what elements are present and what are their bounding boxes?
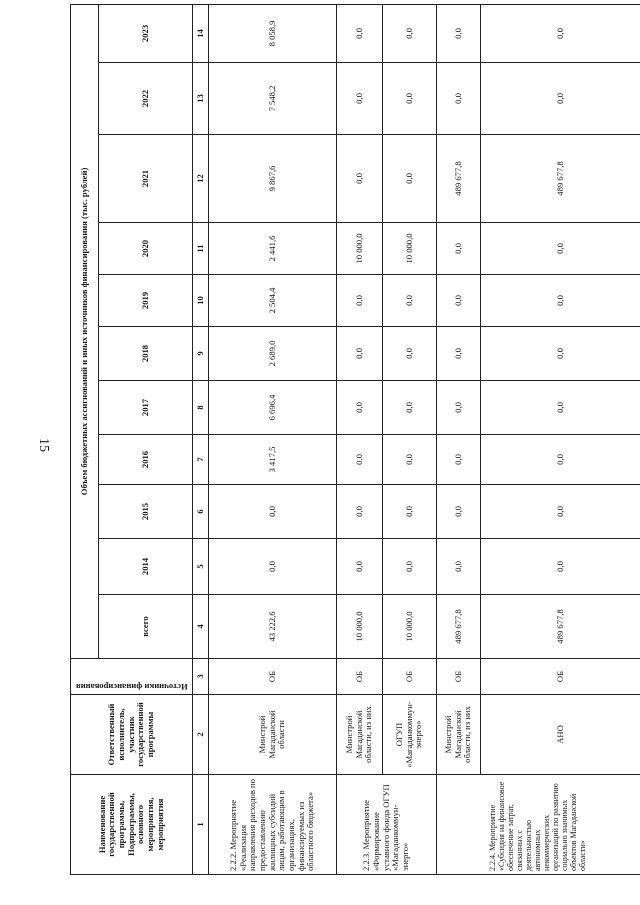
table-row (437, 4, 481, 874)
value-2014: 0,0 (481, 539, 640, 595)
value-2015: 0,0 (437, 485, 481, 539)
header-year: 2014 (99, 539, 193, 595)
header-column-number: 14 (193, 4, 209, 62)
value-2020: 0,0 (481, 223, 640, 275)
table-row (383, 4, 437, 874)
value-2023: 0,0 (337, 4, 383, 62)
header-year: 2021 (99, 135, 193, 223)
column-numbers-row (193, 4, 209, 874)
row-source: ОБ (481, 659, 640, 695)
value-2022: 0,0 (437, 63, 481, 135)
value-2017: 0,0 (437, 381, 481, 435)
header-column-number: 3 (193, 659, 209, 695)
value-2018: 0,0 (481, 327, 640, 381)
value-2017: 0,0 (337, 381, 383, 435)
row-responsible: АНО (481, 695, 640, 775)
value-2019: 0,0 (481, 275, 640, 327)
row-responsible: Минстрой Магаданской области (209, 695, 337, 775)
row-source: ОБ (437, 659, 481, 695)
value-2022: 0,0 (481, 63, 640, 135)
value-2020: 10 000,0 (383, 223, 437, 275)
table-row (481, 4, 640, 874)
value-2022: 7 548,2 (209, 63, 337, 135)
header-column-number: 2 (193, 695, 209, 775)
header-column-number: 11 (193, 223, 209, 275)
header-year: 2016 (99, 435, 193, 485)
value-2015: 0,0 (383, 485, 437, 539)
value-2015: 0,0 (337, 485, 383, 539)
table-row (337, 4, 383, 874)
value-2016: 0,0 (337, 435, 383, 485)
header-column-number: 6 (193, 485, 209, 539)
value-2017: 0,0 (383, 381, 437, 435)
value-2018: 2 689,0 (209, 327, 337, 381)
value-2021: 0,0 (337, 135, 383, 223)
value-2020: 0,0 (437, 223, 481, 275)
row-name: 2.2.4. Мероприятие «Субсидия на финансовое обеспечение затрат, связанных с деятельностью автономных некоммерческих организаций по развитию социально значимых объектов Магаданской области» (437, 775, 640, 875)
value-2018: 0,0 (383, 327, 437, 381)
value-2018: 0,0 (337, 327, 383, 381)
header-year: 2017 (99, 381, 193, 435)
header-name: Наименование государственной программы, Подпрограммы, основного мероприятия, мероприятия (71, 775, 193, 875)
rotated-table-wrapper (70, 5, 640, 875)
header-year: 2023 (99, 4, 193, 62)
value-2015: 0,0 (481, 485, 640, 539)
value-2015: 0,0 (209, 485, 337, 539)
value-total: 10 000,0 (383, 595, 437, 659)
value-2023: 8 058,9 (209, 4, 337, 62)
value-2021: 0,0 (383, 135, 437, 223)
header-year: 2018 (99, 327, 193, 381)
row-responsible: Минстрой Магаданской области, из них (437, 695, 481, 775)
header-year: 2022 (99, 63, 193, 135)
value-total: 10 000,0 (337, 595, 383, 659)
header-column-number: 13 (193, 63, 209, 135)
value-2023: 0,0 (383, 4, 437, 62)
value-total: 489 677,8 (481, 595, 640, 659)
row-source: ОБ (383, 659, 437, 695)
value-2017: 6 696,4 (209, 381, 337, 435)
value-2021: 489 677,8 (437, 135, 481, 223)
header-column-number: 4 (193, 595, 209, 659)
header-column-number: 7 (193, 435, 209, 485)
header-year: 2015 (99, 485, 193, 539)
value-2017: 0,0 (481, 381, 640, 435)
table-row (209, 4, 337, 874)
value-2019: 0,0 (437, 275, 481, 327)
header-column-number: 9 (193, 327, 209, 381)
row-name: 2.2.3. Мероприятие «Формирование уставного фонда ОГУП «Магаданкоммун-энерго» (337, 775, 437, 875)
row-name: 2.2.2. Мероприятие «Реализация направления расходов по предоставлению жилищных субсидий лицам, работающим в организациях, финансируемых из областного бюджета» (209, 775, 337, 875)
header-year: 2020 (99, 223, 193, 275)
row-source: ОБ (337, 659, 383, 695)
value-total: 43 222,6 (209, 595, 337, 659)
value-2019: 2 504,4 (209, 275, 337, 327)
value-2023: 0,0 (481, 4, 640, 62)
value-2021: 9 867,6 (209, 135, 337, 223)
row-responsible: ОГУП «Магаданкоммун-энерго» (383, 695, 437, 775)
value-2016: 0,0 (383, 435, 437, 485)
page-number: 15 (36, 438, 51, 452)
header-volume: Объем бюджетных ассигнований и иных источников финансирования (тыс. рублей) (71, 4, 99, 658)
financing-table (70, 4, 640, 875)
header-source-text: Источники финансирования (75, 682, 188, 692)
header-column-number: 10 (193, 275, 209, 327)
header-column-number: 5 (193, 539, 209, 595)
value-2016: 3 417,5 (209, 435, 337, 485)
value-2020: 2 441,6 (209, 223, 337, 275)
value-2014: 0,0 (209, 539, 337, 595)
header-column-number: 8 (193, 381, 209, 435)
header-responsible: Ответственный исполнитель, участник государственной программы (71, 695, 193, 775)
value-2016: 0,0 (481, 435, 640, 485)
header-column-number: 1 (193, 775, 209, 875)
header-column-number: 12 (193, 135, 209, 223)
value-2016: 0,0 (437, 435, 481, 485)
header-year: всего (99, 595, 193, 659)
value-2014: 0,0 (337, 539, 383, 595)
value-2019: 0,0 (383, 275, 437, 327)
value-2022: 0,0 (337, 63, 383, 135)
header-year: 2019 (99, 275, 193, 327)
value-2014: 0,0 (383, 539, 437, 595)
value-2020: 10 000,0 (337, 223, 383, 275)
value-2018: 0,0 (437, 327, 481, 381)
value-2014: 0,0 (437, 539, 481, 595)
header-source (71, 659, 193, 695)
value-2019: 0,0 (337, 275, 383, 327)
value-total: 489 677,8 (437, 595, 481, 659)
value-2022: 0,0 (383, 63, 437, 135)
row-source: ОБ (209, 659, 337, 695)
value-2023: 0,0 (437, 4, 481, 62)
row-responsible: Минстрой Магаданской области, из них (337, 695, 383, 775)
value-2021: 489 677,8 (481, 135, 640, 223)
